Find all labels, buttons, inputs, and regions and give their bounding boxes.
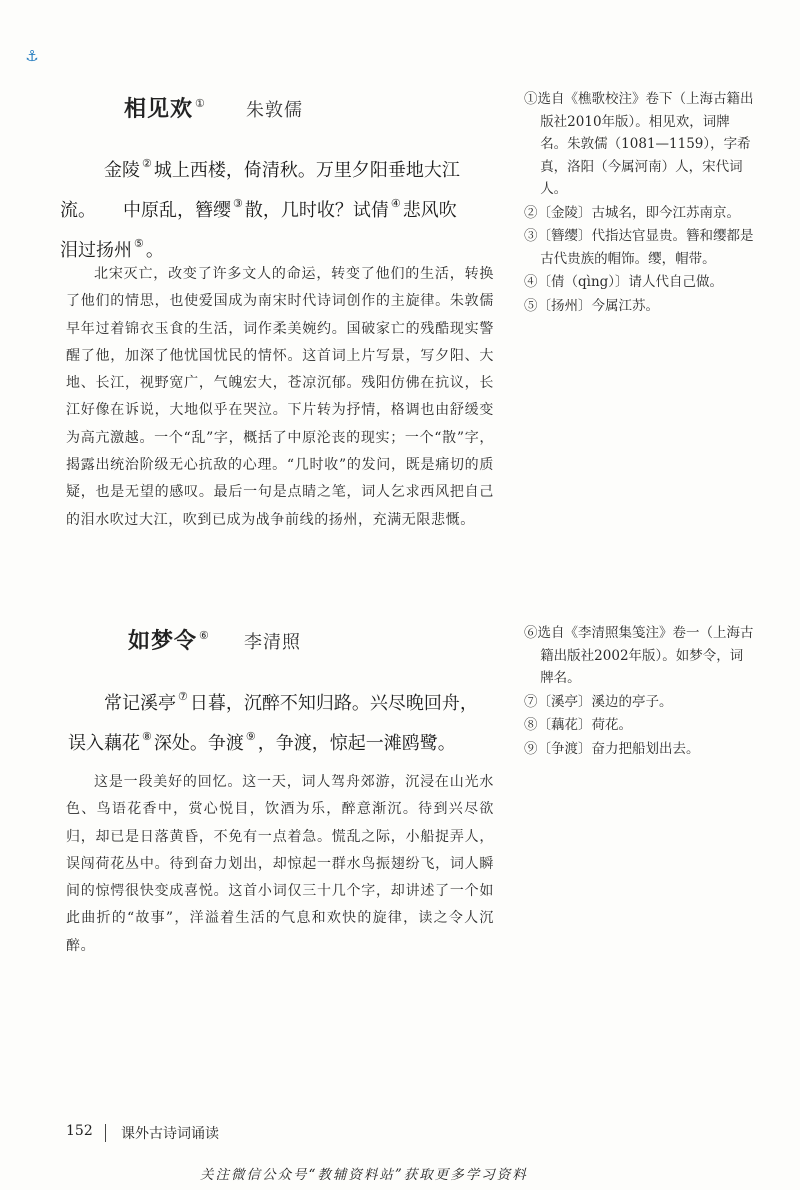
title-note-ref-2: ⑥ (199, 629, 209, 642)
book-title: 课外古诗词诵读 (121, 1126, 219, 1142)
footnote: ⑧〔藕花〕荷花。 (524, 717, 632, 733)
footnote: ⑦〔溪亭〕溪边的亭子。 (524, 693, 673, 710)
footnotes-1 (524, 88, 756, 318)
poem-line: 泪过扬州 ⑤ 。 (60, 237, 164, 261)
anchor-icon: ⚓ (25, 47, 39, 65)
watermark-text: 关注微信公众号“教辅资料站”获取更多学习资料 (200, 1167, 528, 1183)
poem-line: 常记溪亭 ⑦ 日暮，沉醉不知归路。兴尽晚回舟， (104, 690, 478, 714)
footnotes-2 (524, 622, 756, 761)
commentary-text: 北宋灭亡，改变了许多文人的命运，转变了他们的生活，转换了他们的情思，也使爱国成为南宋时代诗词创作的主旋律。朱敦儒早年过着锦衣玉食的生活，词作柔美婉约。国破家亡的残酷现实警醒了他，加深了他忧国忧民的情怀。这首词上片写景，写夕阳、大地、长江，视野宽广，气魄宏大，苍凉沉郁。残阳仿佛在抗议，长江好像在诉说，大地似乎在哭泣。下片转为抒情，格调也由舒缓变为高亢激越。一个“乱”字，概括了中原沦丧的现实；一个“散”字，揭露出统治阶级无心抗敌的心理。“几时收”的发问，既是痛切的质疑，也是无望的感叹。最后一句是点睛之笔，词人乞求西风把自己的泪水吹过大江，吹到已成为战争前线的扬州，充满无限悲慨。 (66, 266, 494, 528)
commentary-1 (66, 261, 494, 534)
footnote: ⑨〔争渡〕奋力把船划出去。 (524, 740, 700, 757)
title-note-ref-1: ① (195, 97, 205, 110)
poem-title-1: 相见欢 (124, 97, 194, 122)
footer-divider (105, 1124, 106, 1142)
footnote: ①选自《樵歌校注》卷下（上海古籍出版社2010年版）。相见欢，词牌名。朱敦儒（1081—1159），字希真，洛阳（今属河南）人，宋代词人。 (524, 91, 754, 197)
footnote: ③〔簪缨〕代指达官显贵。簪和缨都是古代贵族的帽饰。缨，帽带。 (524, 228, 754, 267)
footnote: ②〔金陵〕古城名，即今江苏南京。 (524, 204, 740, 221)
footnote: ⑥选自《李清照集笺注》卷一（上海古籍出版社2002年版）。如梦令，词牌名。 (524, 625, 754, 686)
commentary-2 (66, 769, 494, 960)
footnote: ⑤〔扬州〕今属江苏。 (524, 297, 659, 314)
footnote: ④〔倩（qìng）〕请人代自己做。 (524, 274, 724, 290)
poem-line: 金陵 ② 城上西楼，倚清秋。万里夕阳垂地大江 (104, 157, 460, 181)
commentary-text: 这是一段美好的回忆。这一天，词人驾舟郊游，沉浸在山光水色、鸟语花香中，赏心悦目，饮酒为乐，醉意渐沉。待到兴尽欲归，却已是日落黄昏，不免有一点着急。慌乱之际，小船捉弄人，误闯荷花丛中。待到奋力划出，却惊起一群水鸟振翅纷飞，词人瞬间的惊愕很快变成喜悦。这首小词仅三十几个字，却讲述了一个如此曲折的“故事”，洋溢着生活的气息和欢快的旋律，读之令人沉醉。 (66, 774, 494, 954)
poem-text-1 (60, 147, 504, 267)
poem-heading-1 (124, 92, 303, 123)
poem-line: 流。 中原乱，簪缨 ③ 散，几时收？试倩 ④ 悲风吹 (60, 197, 457, 221)
poem-text-2 (68, 680, 504, 760)
poem-line: 误入藕花 ⑧ 深处。争渡 ⑨ ，争渡，惊起一滩鸥鹭。 (68, 730, 456, 754)
poem-title-2: 如梦令 (128, 629, 198, 654)
poem-author-1: 朱敦儒 (245, 100, 303, 121)
page-number: 152 (66, 1123, 93, 1139)
poem-heading-2 (128, 624, 301, 655)
poem-author-2: 李清照 (243, 632, 301, 653)
